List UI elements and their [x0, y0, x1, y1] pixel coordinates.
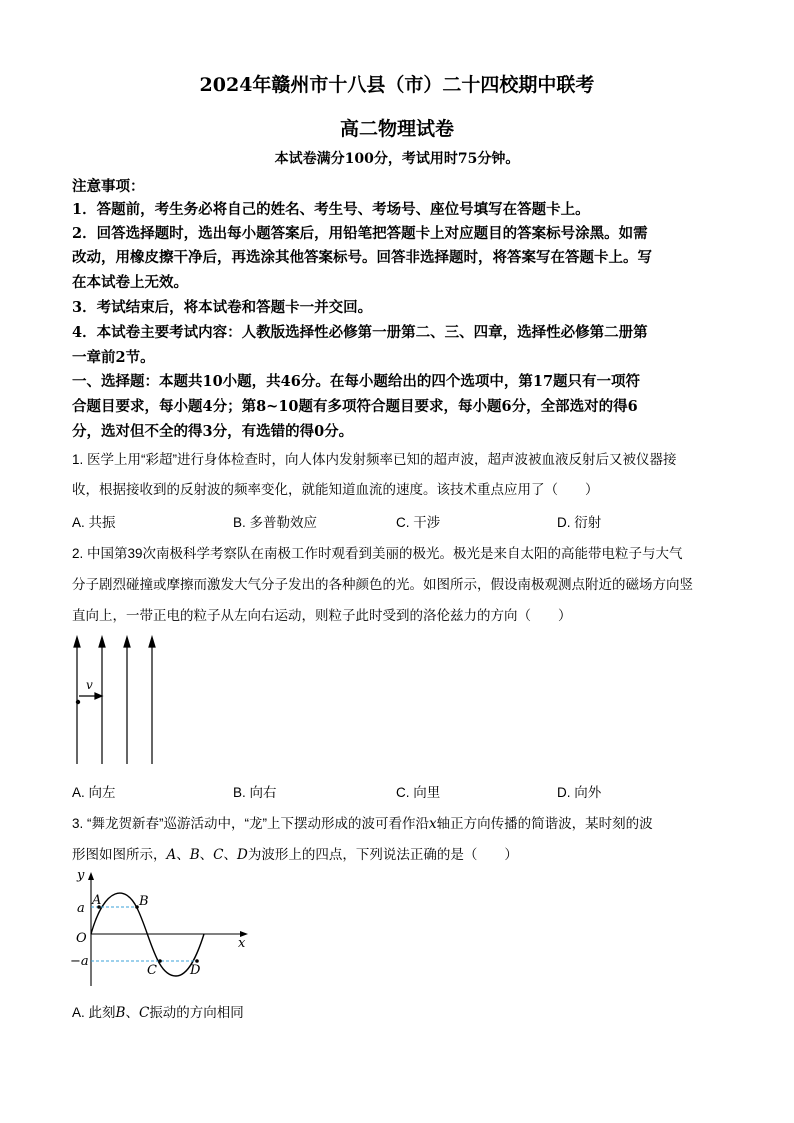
q3-var-a: A	[166, 847, 177, 863]
q3-sep: 、	[199, 847, 214, 862]
q2-stem: 2. 中国第39次南极科学考察队在南极工作时观看到美丽的极光。极光是来自太阳的高能带电粒子与大气	[72, 546, 683, 561]
q3-text: 轴正方向传播的简谐波，某时刻的波	[436, 816, 653, 831]
amplitude-label-positive: a	[77, 901, 85, 916]
q1-stem: 1. 医学上用“彩超”进行身体检查时，向人体内发射频率已知的超声波，超声波被血液反射后又被仪器接	[72, 452, 677, 467]
x-axis-label: x	[238, 936, 246, 951]
point-b-label: B	[139, 894, 149, 909]
notice-line: 1．答题前，考生务必将自己的姓名、考生号、考场号、座位号填写在答题卡上。	[72, 201, 590, 218]
q3-sep: 、	[223, 847, 238, 862]
origin-label: O	[76, 931, 87, 946]
notice-line: 在本试卷上无效。	[72, 274, 188, 291]
y-axis-label: y	[77, 868, 85, 883]
q3-option-a	[72, 1001, 244, 1021]
notice-line: 一章前2节。	[72, 349, 155, 366]
notice-heading: 注意事项：	[72, 178, 145, 195]
q3-text: 为波形上的四点，下列说法正确的是（ ）	[247, 847, 518, 862]
q2-stem: 分子剧烈碰撞或摩擦而激发大气分子发出的各种颜色的光。如图所示，假设南极观测点附近的磁场方向竖	[72, 577, 693, 592]
exam-subtitle: 高二物理试卷	[339, 118, 454, 140]
q2-option-c: C. 向里	[396, 785, 441, 800]
section-heading: 一、选择题：本题共10小题，共46分。在每小题给出的四个选项中，第17题只有一项符	[72, 373, 641, 390]
q1-option-c: C. 干涉	[396, 515, 441, 530]
q1-option-a: A. 共振	[72, 515, 116, 530]
q3-var-x: x	[429, 816, 437, 832]
exam-title: 2024年赣州市十八县（市）二十四校期中联考	[199, 74, 595, 96]
q3-stem	[72, 812, 653, 832]
section-instructions: 分，选对但不全的得3分，有选错的得0分。	[72, 423, 354, 440]
q3-option-a-text: A. 此刻	[72, 1005, 116, 1020]
point-a-label: A	[92, 893, 102, 908]
notice-line: 改动，用橡皮擦干净后，再选涂其他答案标号。回答非选择题时，将答案写在答题卡上。写	[72, 249, 652, 266]
q2-option-d: D. 向外	[557, 785, 602, 800]
point-c	[158, 959, 162, 963]
q2-stem: 直向上，一带正电的粒子从左向右运动，则粒子此时受到的洛伦兹力的方向（ ）	[72, 608, 572, 623]
exam-info: 本试卷满分100分，考试用时75分钟。	[274, 151, 520, 167]
q2-magnetic-field-figure	[66, 634, 166, 768]
q3-var-d: D	[237, 847, 248, 863]
q3-text: 3. “舞龙贺新春”巡游活动中，“龙”上下摆动形成的波可看作沿	[72, 816, 429, 831]
q3-waveform-figure	[70, 864, 252, 992]
q3-stem	[72, 843, 518, 863]
field-arrowhead	[149, 637, 155, 647]
section-instructions: 合题目要求，每小题4分；第8~10题有多项符合题目要求，每小题6分，全部选对的得6	[72, 398, 638, 415]
velocity-label: v	[86, 678, 93, 692]
y-axis-arrowhead	[88, 872, 94, 880]
q3-option-a-text: 振动的方向相同	[149, 1005, 244, 1020]
point-c-label: C	[147, 963, 157, 978]
point-d-label: D	[190, 963, 201, 978]
q3-option-a-var: C	[138, 1005, 150, 1021]
q3-text: 形图如图所示，	[72, 847, 167, 862]
field-arrowhead	[124, 637, 130, 647]
field-arrowhead	[99, 637, 105, 647]
notice-line: 2．回答选择题时，选出每小题答案后，用铅笔把答题卡上对应题目的答案标号涂黑。如需	[72, 225, 648, 242]
field-arrowhead	[74, 637, 80, 647]
q1-option-d: D. 衍射	[557, 515, 602, 530]
q1-stem: 收，根据接收到的反射波的频率变化，就能知道血流的速度。该技术重点应用了（ ）	[72, 482, 599, 497]
q3-sep: 、	[176, 847, 190, 862]
amplitude-label-negative: −a	[70, 954, 89, 969]
q3-option-a-sep: 、	[125, 1005, 139, 1020]
q1-option-b: B. 多普勒效应	[233, 515, 318, 530]
q2-option-a: A. 向左	[72, 785, 116, 800]
notice-line: 4．本试卷主要考试内容：人教版选择性必修第一册第二、三、四章，选择性必修第二册第	[72, 324, 648, 341]
velocity-arrowhead	[95, 693, 102, 699]
q3-option-a-var: B	[115, 1005, 126, 1021]
q3-var-c: C	[213, 847, 224, 863]
q2-option-b: B. 向右	[233, 785, 277, 800]
q3-var-b: B	[189, 847, 200, 863]
charged-particle	[76, 700, 79, 703]
notice-line: 3．考试结束后，将本试卷和答题卡一并交回。	[72, 299, 373, 316]
